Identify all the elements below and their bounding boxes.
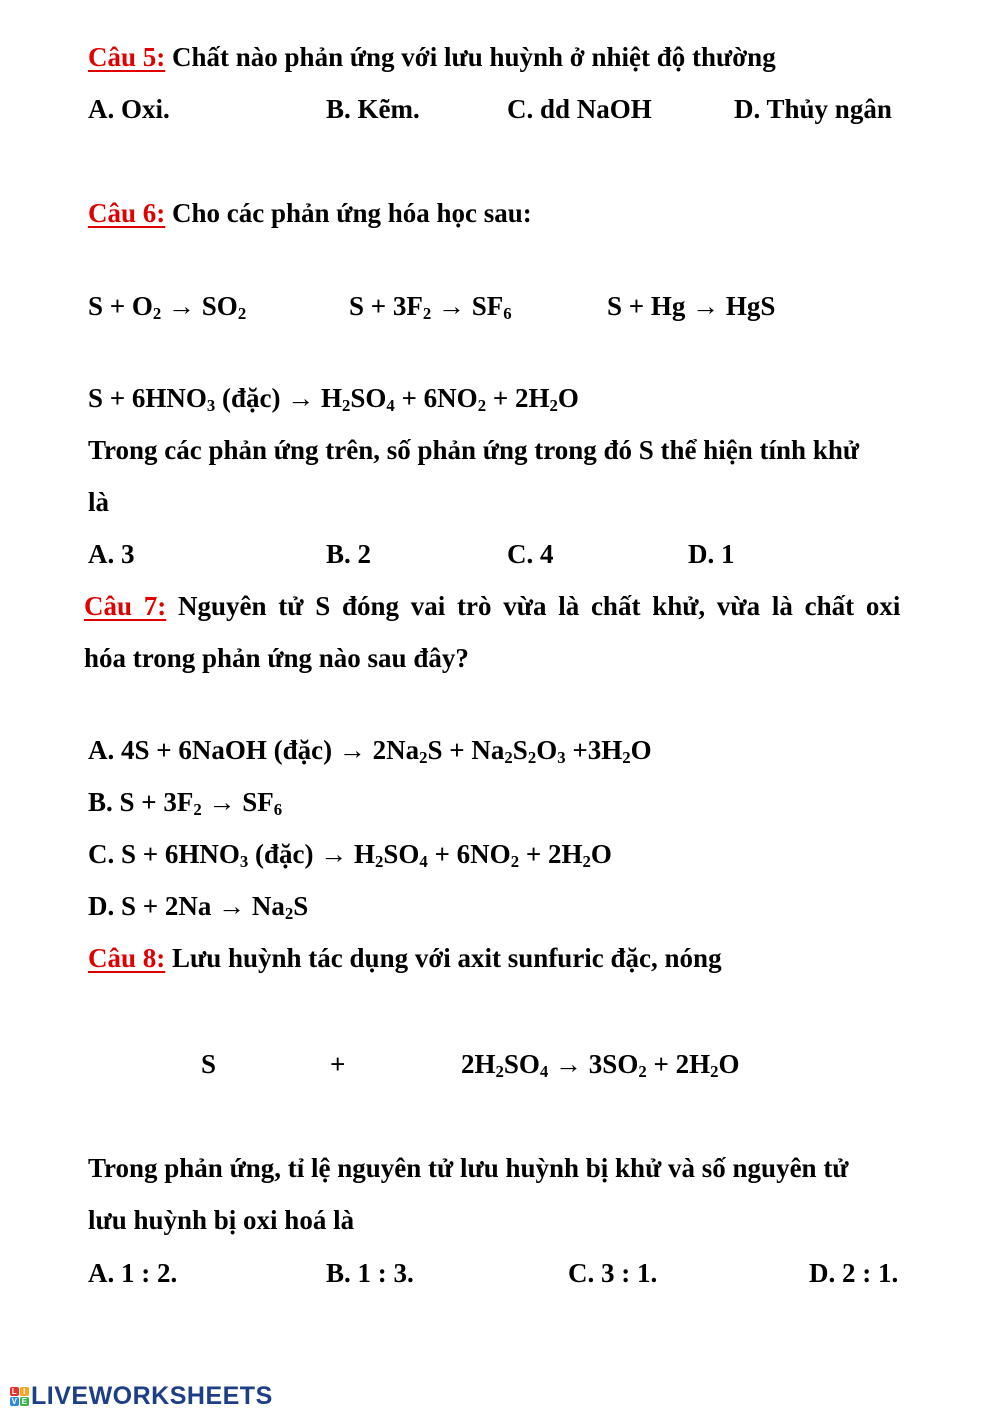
q8-option-d[interactable]: D. 2 : 1. (809, 1258, 899, 1288)
q5-options (88, 92, 948, 126)
logo-mark-icon (10, 1387, 29, 1406)
q6-option-c[interactable]: C. 4 (507, 539, 554, 569)
liveworksheets-logo[interactable] (10, 1380, 273, 1412)
q6-text: Cho các phản ứng hóa học sau: (172, 198, 532, 228)
q6-equation-3: S + Hg → HgS (607, 291, 776, 321)
q5-heading (88, 40, 776, 74)
q6-option-d[interactable]: D. 1 (688, 539, 735, 569)
q5-option-d[interactable]: D. Thủy ngân (734, 94, 892, 124)
q5-option-a[interactable]: A. Oxi. (88, 94, 170, 124)
logo-mark-letter: V (11, 1396, 18, 1406)
q5-option-b[interactable]: B. Kẽm. (326, 94, 420, 124)
q6-equation-4: $S + 6HNO_3$ (đặc) → $H_2SO_4 + 6NO_2 + 2H_2O$ (88, 383, 579, 415)
q6-option-b[interactable]: B. 2 (326, 539, 372, 569)
q5-option-c[interactable]: C. dd NaOH (507, 94, 652, 124)
q8-option-c[interactable]: C. 3 : 1. (568, 1258, 658, 1288)
q5-label: Câu 5: (88, 42, 166, 72)
q8-equation-plus: + (330, 1049, 346, 1079)
q6-question-line-2: là (88, 487, 110, 517)
logo-mark-letter: I (20, 1387, 29, 1396)
q7-option-a[interactable]: A. 4S + 6NaOH (đặc) → $2Na_2S + Na_2S_2O_3 +3H_2O$ (88, 735, 652, 767)
q7-option-b[interactable]: B. $S + 3F_2 \to SF_6$ (88, 787, 283, 819)
q8-option-b[interactable]: B. 1 : 3. (326, 1258, 414, 1288)
q6-option-a[interactable]: A. 3 (88, 539, 135, 569)
q8-equation-rhs: $2H_2SO_4 \to 3SO_2 + 2H_2O$ (461, 1049, 740, 1081)
q7-heading (84, 589, 948, 623)
q7-text-line-1: Nguyên tử S đóng vai trò vừa là chất khử, vừa là chất oxi (178, 591, 901, 621)
q8-equation (88, 1047, 948, 1081)
q6-equation-1: $S + O_2 \to SO_2$ (88, 291, 247, 323)
q7-option-c[interactable]: C. $S + 6HNO_3$ (đặc) → $H_2SO_4 + 6NO_2 + 2H_2O$ (88, 839, 612, 871)
logo-mark-letter: L (11, 1386, 18, 1396)
q8-question-line-1: Trong phản ứng, tỉ lệ nguyên tử lưu huỳnh bị khử và số nguyên tử (88, 1153, 849, 1183)
q6-label: Câu 6: (88, 198, 166, 228)
q7-option-d[interactable]: D. $S + 2Na \to Na_2S$ (88, 891, 309, 923)
q6-question-line-1: Trong các phản ứng trên, số phản ứng trong đó S thể hiện tính khử (88, 435, 860, 465)
q5-text: Chất nào phản ứng với lưu huỳnh ở nhiệt độ thường (172, 42, 776, 72)
q8-equation-s: S (201, 1049, 217, 1079)
logo-mark-letter: E (21, 1396, 28, 1406)
logo-text: LIVEWORKSHEETS (31, 1381, 273, 1410)
q8-label: Câu 8: (88, 943, 166, 973)
q6-equation-2: $S + 3F_2 \to SF_6$ (349, 291, 512, 323)
q8-option-a[interactable]: A. 1 : 2. (88, 1258, 178, 1288)
q6-equations-row (88, 289, 948, 323)
q6-heading (88, 196, 532, 230)
q8-heading (88, 941, 722, 975)
q7-text-line-2: hóa trong phản ứng nào sau đây? (84, 643, 469, 673)
q7-label: Câu 7: (84, 591, 167, 621)
q6-options (88, 537, 948, 571)
q8-options (88, 1256, 948, 1290)
q8-text: Lưu huỳnh tác dụng với axit sunfuric đặc, nóng (172, 943, 722, 973)
q8-question-line-2: lưu huỳnh bị oxi hoá là (88, 1205, 355, 1235)
